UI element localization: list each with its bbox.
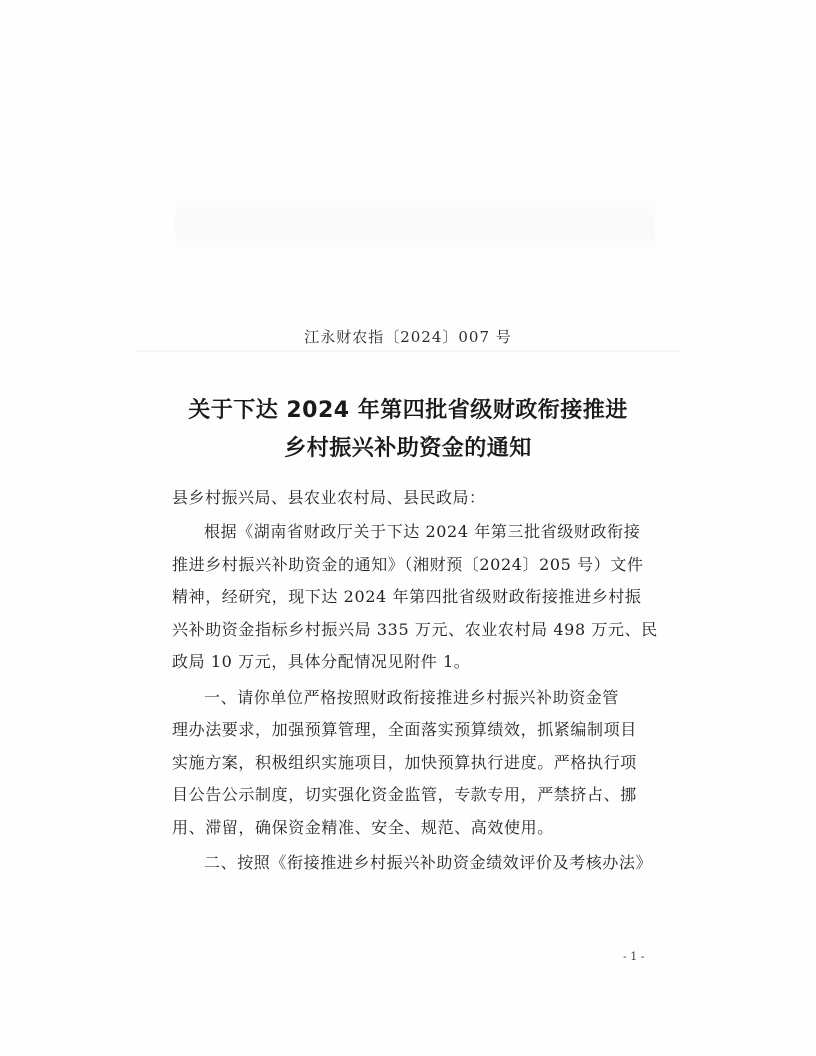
- body-line: 用、滞留，确保资金精准、安全、规范、高效使用。: [172, 817, 554, 837]
- body-line: 实施方案，积极组织实施项目，加快预算执行进度。严格执行项: [172, 752, 637, 772]
- body-line: 推进乡村振兴补助资金的通知》（湘财预〔2024〕205 号）文件: [172, 554, 644, 574]
- document-number: 江永财农指〔2024〕007 号: [304, 328, 512, 346]
- faded-divider-line: [135, 350, 680, 352]
- body-line: 政局 10 万元，具体分配情况见附件 1。: [172, 652, 471, 671]
- body-line: 根据《湖南省财政厅关于下达 2024 年第三批省级财政衔接: [204, 522, 641, 541]
- body-line: 目公告公示制度，切实强化资金监管，专款专用，严禁挤占、挪: [172, 785, 637, 804]
- body-line: 一、请你单位严格按照财政衔接推进乡村振兴补助资金管: [204, 687, 620, 707]
- faded-header-shadow: [175, 190, 655, 260]
- addressee: 县乡村振兴局、县农业农村局、县民政局：: [172, 488, 486, 507]
- title-line-2: 乡村振兴补助资金的通知: [284, 436, 532, 461]
- body-line: 兴补助资金指标乡村振兴局 335 万元、农业农村局 498 万元、民: [172, 619, 658, 639]
- body-line: 理办法要求，加强预算管理，全面落实预算绩效，抓紧编制项目: [172, 720, 637, 739]
- document-title: [0, 392, 816, 468]
- title-line-1: 关于下达 2024 年第四批省级财政衔接推进: [188, 398, 628, 423]
- document-body: [172, 516, 658, 880]
- page-number: - 1 -: [623, 950, 645, 963]
- body-line: 二、按照《衔接推进乡村振兴补助资金绩效评价及考核办法》: [204, 853, 653, 872]
- body-line: 精神，经研究，现下达 2024 年第四批省级财政衔接推进乡村振: [172, 587, 642, 606]
